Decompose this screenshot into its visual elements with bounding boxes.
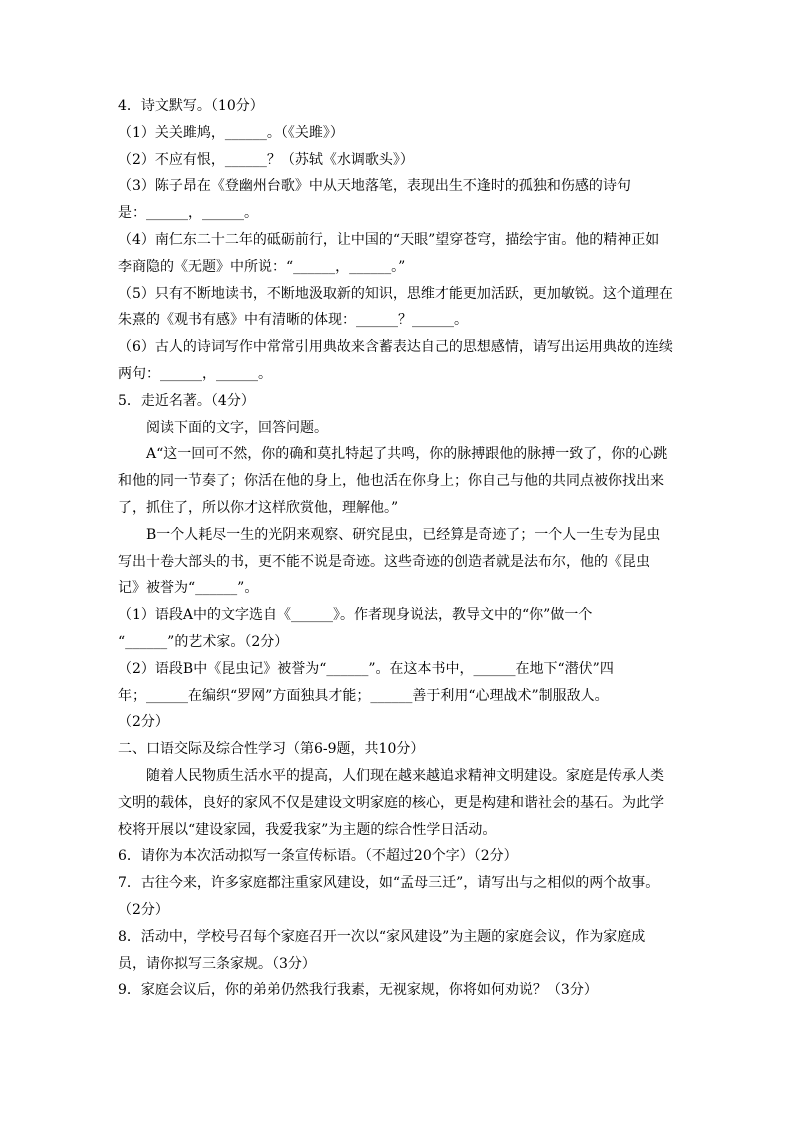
text-line: （2）语段B中《昆虫记》被誉为“______”。在这本书中，______在地下“潜伏”四 — [118, 660, 614, 677]
text-line: 写出十卷大部头的书，更不能不说是奇迹。这些奇迹的创造者就是法布尔，他的《昆虫 — [118, 553, 650, 570]
text-line: （2分） — [118, 901, 169, 918]
text-line: （1）语段A中的文字选自《______》。作者现身说法，教导文中的“你”做一个 — [118, 607, 593, 624]
text-line: 和他的同一节奏了；你活在他的身上，他也活在你身上；你自己与他的共同点被你找出来 — [118, 473, 664, 490]
text-line: （1）关关雎鸠，______。（《关雎》） — [118, 124, 344, 141]
text-line: 阅读下面的文字，回答问题。 — [146, 419, 328, 436]
text-line: （6）古人的诗词写作中常常引用典故来含蓄表达自己的思想感情，请写出运用典故的连续 — [118, 339, 673, 356]
text-line: （2）不应有恨，______？（苏轼《水调歌头》） — [118, 151, 414, 168]
text-line: 员，请你拟写三条家规。（3分） — [118, 955, 316, 972]
text-line: A“这一回可不然，你的确和莫扎特起了共鸣，你的脉搏跟他的脉搏一致了，你的心跳 — [146, 446, 668, 463]
text-line: 校将开展以“建设家园，我爱我家”为主题的综合性学日活动。 — [118, 821, 497, 838]
text-line: 9．家庭会议后，你的弟弟仍然我行我素，无视家规，你将如何劝说？（3分） — [118, 982, 598, 999]
text-line: 二、口语交际及综合性学习（第6-9题，共10分） — [118, 741, 425, 758]
document-body — [118, 93, 678, 1004]
text-line: 随着人民物质生活水平的提高，人们现在越来越追求精神文明建设。家庭是传承人类 — [146, 767, 664, 784]
text-line: 了，抓住了，所以你才这样欣赏他，理解他。” — [118, 499, 399, 516]
text-line: 年；______在编织“罗网”方面独具才能；______善于利用“心理战术”制服敌人。 — [118, 687, 609, 704]
text-line: “______”的艺术家。（2分） — [118, 633, 289, 650]
text-line: 5．走近名著。（4分） — [118, 392, 255, 409]
text-line: 7．古往今来，许多家庭都注重家风建设，如“孟母三迁”，请写出与之相似的两个故事。 — [118, 875, 660, 892]
text-line: （3）陈子昂在《登幽州台歌》中从天地落笔，表现出生不逢时的孤独和伤感的诗句 — [118, 178, 631, 195]
text-line: 是：______，______。 — [118, 205, 258, 222]
text-line: 4．诗文默写。（10分） — [118, 98, 264, 114]
text-line: 8．活动中，学校号召每个家庭召开一次以“家风建设”为主题的家庭会议，作为家庭成 — [118, 928, 646, 945]
text-line: 记》被誉为“______”。 — [118, 580, 259, 597]
text-line: （2分） — [118, 714, 169, 731]
text-line: （5）只有不断地读书，不断地汲取新的知识，思维才能更加活跃，更加敏锐。这个道理在 — [118, 285, 673, 302]
text-line: 文明的载体，良好的家风不仅是建设文明家庭的核心，更是构建和谐社会的基石。为此学 — [118, 794, 664, 811]
text-line: （4）南仁东二十二年的砥砺前行，让中国的“天眼”望穿苍穹，描绘宇宙。他的精神正如 — [118, 231, 660, 248]
text-line: 两句：______，______。 — [118, 365, 272, 382]
text-line: B一个人耗尽一生的光阴来观察、研究昆虫，已经算是奇迹了；一个人一生专为昆虫 — [146, 526, 661, 543]
text-line: 李商隐的《无题》中所说：“______，______。” — [118, 258, 406, 275]
text-line: 朱熹的《观书有感》中有清晰的体现：______？______。 — [118, 312, 468, 329]
text-line: 6．请你为本次活动拟写一条宣传标语。（不超过20个字）（2分） — [118, 848, 518, 865]
